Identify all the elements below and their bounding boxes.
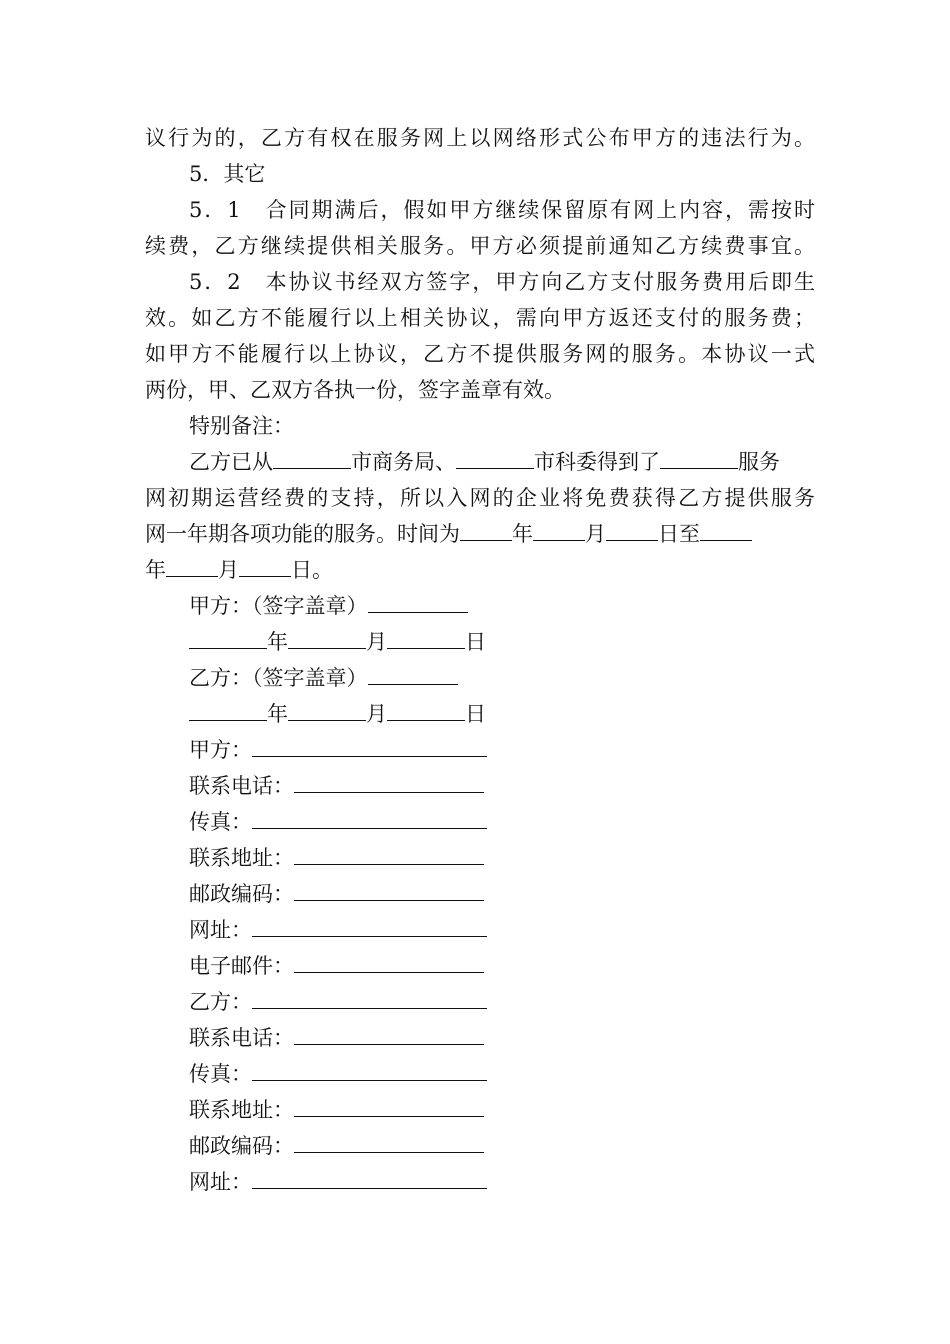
contact-field[interactable] (294, 952, 484, 973)
blank-field[interactable] (273, 448, 351, 469)
contact-label: 网址： (189, 1170, 252, 1194)
paragraph-line: 5．1 合同期满后，假如甲方继续保留原有网上内容，需按时 (189, 198, 815, 222)
contact-label: 联系电话： (189, 1026, 294, 1050)
contact-row-fax (145, 804, 815, 840)
signature-label: 乙方：（签字盖章） (189, 666, 368, 690)
contact-field[interactable] (252, 1168, 487, 1189)
contact-row-email (145, 948, 815, 984)
contact-row-phone (145, 768, 815, 804)
text-fragment: 乙方已从 (189, 450, 273, 474)
blank-field[interactable] (166, 556, 218, 577)
document-body (145, 120, 815, 1200)
remarks-line (145, 444, 815, 480)
contact-field[interactable] (252, 1060, 487, 1081)
paragraph-line: 效。如乙方不能履行以上相关协议，需向甲方返还支付的服务费； (145, 306, 815, 330)
party-b-signature (145, 660, 815, 696)
contact-field[interactable] (294, 844, 484, 865)
text-fragment: 年 (512, 522, 533, 546)
contact-field[interactable] (252, 808, 487, 829)
text-fragment: 日 (465, 702, 486, 726)
blank-field[interactable] (189, 628, 267, 649)
paragraph-line: 5．2 本协议书经双方签字，甲方向乙方支付服务费用后即生 (189, 270, 815, 294)
contact-field[interactable] (294, 772, 484, 793)
blank-field[interactable] (387, 700, 465, 721)
contact-label: 传真： (189, 1062, 252, 1086)
contact-label: 乙方： (189, 990, 252, 1014)
contact-field[interactable] (294, 1132, 484, 1153)
signature-field[interactable] (368, 664, 458, 685)
paragraph-line: 议行为的，乙方有权在服务网上以网络形式公布甲方的违法行为。 (145, 126, 815, 150)
contact-label: 联系地址： (189, 846, 294, 870)
text-fragment: 日。 (291, 558, 333, 582)
blank-field[interactable] (288, 628, 366, 649)
blank-field[interactable] (700, 520, 752, 541)
text-fragment: 市科委得到了 (534, 450, 660, 474)
blank-field[interactable] (189, 700, 267, 721)
text-fragment: 月 (585, 522, 606, 546)
text-fragment: 月 (366, 702, 387, 726)
text-fragment: 市商务局、 (351, 450, 456, 474)
text-fragment: 网一年期各项功能的服务。时间为 (145, 522, 460, 546)
contact-field[interactable] (294, 880, 484, 901)
contact-label: 联系电话： (189, 774, 294, 798)
paragraph-line: 如甲方不能履行以上协议，乙方不提供服务网的服务。本协议一式 (145, 342, 815, 366)
contact-row-postcode (145, 876, 815, 912)
contact-field[interactable] (252, 736, 487, 757)
contact-label: 网址： (189, 918, 252, 942)
contact-label: 邮政编码： (189, 882, 294, 906)
party-a-date (145, 624, 815, 660)
contact-row-postcode (145, 1128, 815, 1164)
blank-field[interactable] (660, 448, 738, 469)
contact-row-website (145, 912, 815, 948)
contact-label: 邮政编码： (189, 1134, 294, 1158)
paragraph-line: 网初期运营经费的支持，所以入网的企业将免费获得乙方提供服务 (145, 486, 815, 510)
contact-label: 联系地址： (189, 1098, 294, 1122)
text-fragment: 年 (267, 630, 288, 654)
blank-field[interactable] (460, 520, 512, 541)
contact-row-address (145, 1092, 815, 1128)
contact-label: 甲方： (189, 738, 252, 762)
blank-field[interactable] (606, 520, 658, 541)
blank-field[interactable] (239, 556, 291, 577)
remarks-date-line (145, 552, 815, 588)
blank-field[interactable] (533, 520, 585, 541)
text-fragment: 年 (145, 558, 166, 582)
contact-row-website (145, 1164, 815, 1200)
contact-row-phone (145, 1020, 815, 1056)
paragraph-line: 两份，甲、乙双方各执一份，签字盖章有效。 (145, 378, 565, 402)
paragraph-line: 续费，乙方继续提供相关服务。甲方必须提前通知乙方续费事宜。 (145, 234, 815, 258)
signature-field[interactable] (368, 592, 468, 613)
remarks-date-line (145, 516, 815, 552)
contact-row-party-b (145, 984, 815, 1020)
blank-field[interactable] (288, 700, 366, 721)
party-a-signature (145, 588, 815, 624)
contact-label: 传真： (189, 810, 252, 834)
contact-field[interactable] (252, 916, 487, 937)
contact-field[interactable] (252, 988, 487, 1009)
party-b-date (145, 696, 815, 732)
text-fragment: 年 (267, 702, 288, 726)
contact-row-fax (145, 1056, 815, 1092)
remarks-heading: 特别备注： (189, 414, 294, 438)
section-heading: 5．其它 (189, 162, 266, 186)
contact-row-address (145, 840, 815, 876)
blank-field[interactable] (456, 448, 534, 469)
signature-label: 甲方：（签字盖章） (189, 594, 368, 618)
contact-label: 电子邮件： (189, 954, 294, 978)
text-fragment: 日 (465, 630, 486, 654)
text-fragment: 月 (218, 558, 239, 582)
blank-field[interactable] (387, 628, 465, 649)
contact-field[interactable] (294, 1024, 484, 1045)
contact-field[interactable] (294, 1096, 484, 1117)
text-fragment: 月 (366, 630, 387, 654)
text-fragment: 服务 (738, 450, 780, 474)
contact-row-party-a (145, 732, 815, 768)
text-fragment: 日至 (658, 522, 700, 546)
